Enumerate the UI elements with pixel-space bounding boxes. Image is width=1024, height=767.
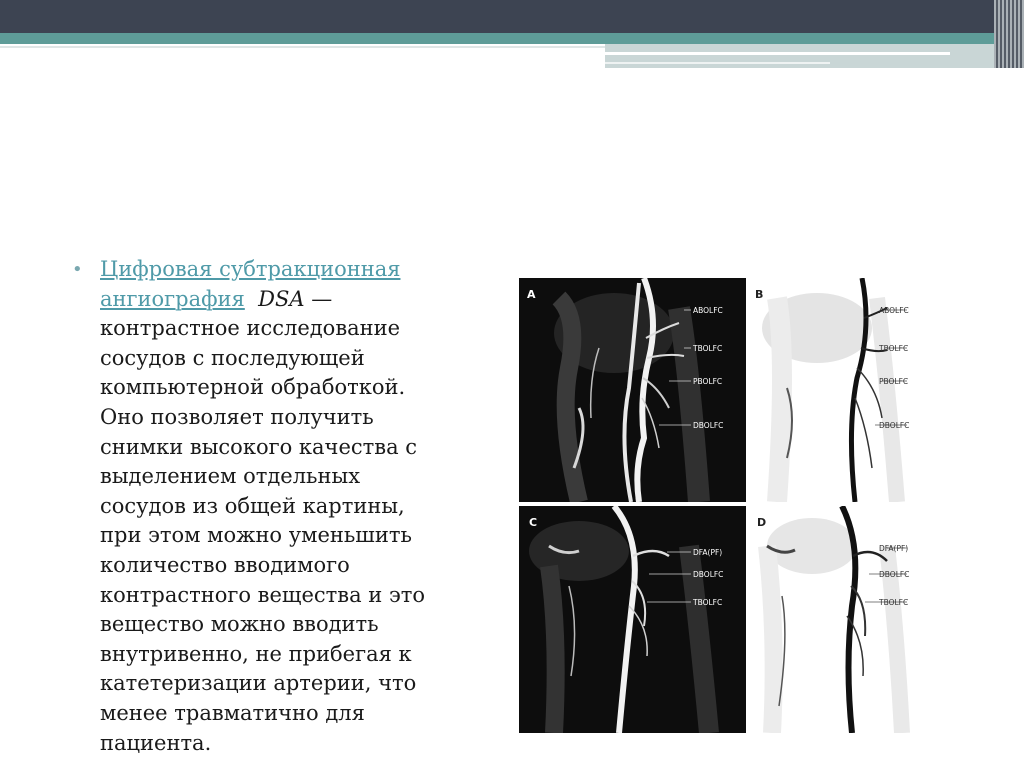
header-band-dark xyxy=(0,0,1024,33)
text-line: компьютерной обработкой. xyxy=(100,375,406,400)
header-line xyxy=(605,62,830,64)
text-line: менее травматично для xyxy=(100,700,365,725)
text-line: катетеризации артерии, что xyxy=(100,671,417,696)
text-line: снимки высокого качества с xyxy=(100,434,418,459)
vessel-label: DFA(PF) xyxy=(879,544,909,553)
bullet-paragraph xyxy=(72,255,482,758)
text-line: пациента. xyxy=(100,730,212,755)
panel-letter: A xyxy=(527,288,536,301)
text-line: внутривенно, не прибегая к xyxy=(100,641,412,666)
panel-letter: B xyxy=(755,288,764,301)
panel-d xyxy=(747,506,921,733)
text-line: количество вводимого xyxy=(100,552,350,577)
dash: — xyxy=(311,286,333,311)
text-line: контрастное исследование xyxy=(100,316,401,341)
text-line: выделением отдельных xyxy=(100,464,361,489)
panel-b xyxy=(747,278,921,502)
vessel-label: PBOLFC xyxy=(879,377,909,386)
panel-a xyxy=(519,278,746,502)
text-line: Оно позволяет получить xyxy=(100,404,374,429)
vessel-label: DBOLFC xyxy=(693,421,724,430)
term-link[interactable]: Цифровая субтракционная ангиография xyxy=(100,257,401,311)
panel-letter: C xyxy=(529,516,538,529)
text-line: сосудов из общей картины, xyxy=(100,493,405,518)
vessel-label: ABOLFC xyxy=(693,306,723,315)
vessel-label: TBOLFC xyxy=(693,598,723,607)
header-stripes xyxy=(994,0,1024,68)
vessel-label: PBOLFC xyxy=(693,377,723,386)
vessel-label: DBOLFC xyxy=(879,421,910,430)
text-line: при этом можно уменьшить xyxy=(100,523,412,548)
vessel-label: TBOLFC xyxy=(879,598,909,607)
paragraph xyxy=(100,255,482,758)
abbreviation: DSA xyxy=(258,286,305,311)
header-line xyxy=(605,52,950,55)
header-band-light xyxy=(605,44,1005,68)
bullet-icon: • xyxy=(72,259,83,280)
header-line xyxy=(0,46,605,48)
header-band-teal xyxy=(0,33,1024,44)
vessel-label: DBOLFC xyxy=(693,570,724,579)
vessel-label: DBOLFC xyxy=(879,570,910,579)
vessel-label: TBOLFC xyxy=(693,344,723,353)
text-line: контрастного вещества и это xyxy=(100,582,425,607)
panel-letter: D xyxy=(757,516,767,529)
text-line: вещество можно вводить xyxy=(100,612,379,637)
text-line: сосудов с последующей xyxy=(100,345,365,370)
vessel-label: DFA(PF) xyxy=(693,548,723,557)
vessel-label: ABOLFC xyxy=(879,306,909,315)
panel-c xyxy=(519,506,746,733)
vessel-label: TBOLFC xyxy=(879,344,909,353)
angiography-figure xyxy=(519,278,921,733)
